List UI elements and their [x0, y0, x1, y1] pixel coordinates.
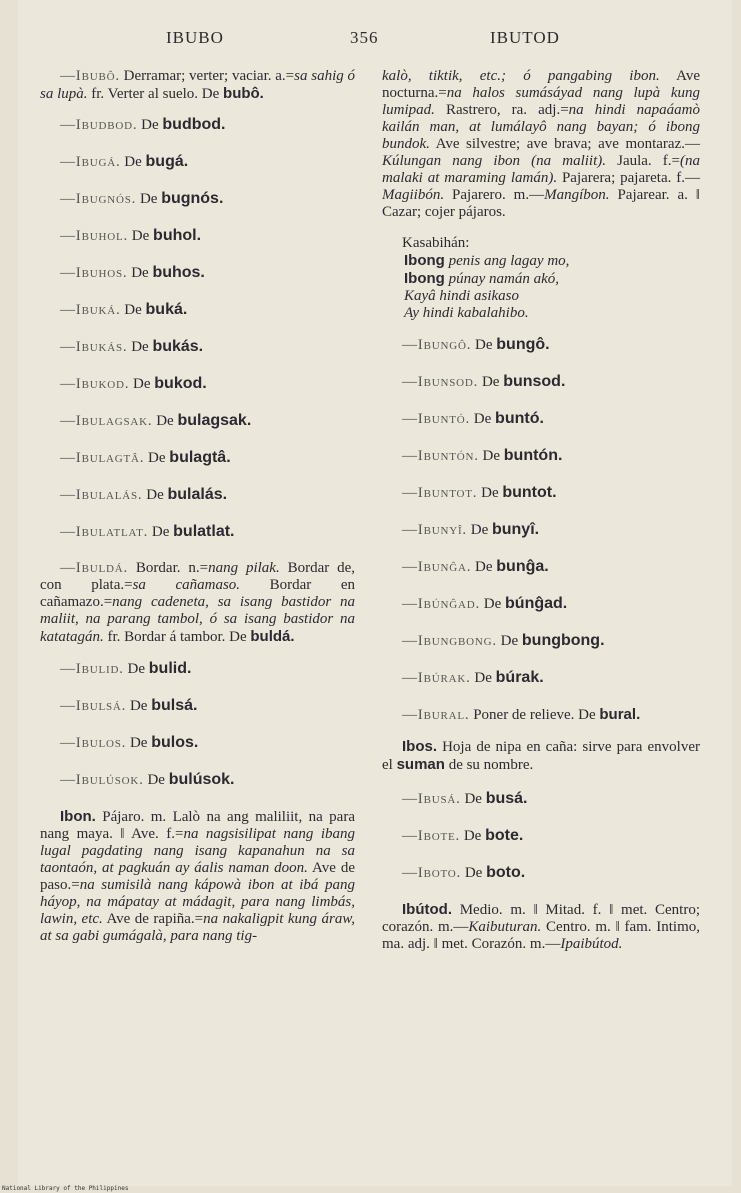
header-left: IBUBO [166, 28, 224, 47]
entry-ibural: —Ibural. Poner de relieve. De bural. [402, 706, 641, 723]
xref-entry: —Ibulalás. De bulalás. [60, 486, 228, 503]
xref-entry: —Ibúnĝad. De búnĝad. [402, 595, 568, 612]
proverb-block [382, 235, 700, 322]
proverb-line: Ibong penis ang lagay mo, [404, 252, 570, 269]
xref-entry: —Ibuntón. De buntón. [402, 447, 563, 464]
xref-entry: —Ibuká. De buká. [60, 301, 188, 318]
entry-ibulda: —Ibuldá. Bordar. n.=nang pilak. Bordar de, con plata.=sa cañamaso. Bordar en cañamazo.=nang cadeneta, sa isang bastidor na maliit, na parang tambol, ó sa isang bastidor na katatagán. fr. Bordar á tambor. De buldá. [40, 560, 356, 645]
xref-entry: —Ibulsá. De bulsá. [60, 697, 198, 714]
xref-entry: —Ibulagsak. De bulagsak. [60, 412, 252, 429]
xref-list-2 [40, 650, 355, 798]
proverb-line: Ay hindi kabalahibo. [404, 305, 529, 321]
xref-entry: —Ibukod. De bukod. [60, 375, 207, 392]
xref-entry: —Ibugnós. De bugnós. [60, 190, 224, 207]
xref-list-1 [40, 106, 355, 550]
xref-entry: —Ibúrak. De búrak. [402, 669, 544, 686]
xref-entry: —Ibuhol. De buhol. [60, 227, 202, 244]
xref-list-3 [382, 326, 700, 696]
left-column [40, 68, 355, 945]
xref-list-4 [382, 780, 700, 891]
entry-ibon-continued: kalò, tiktik, etc.; ó pangabing ibon. Ave nocturna.=na halos sumásáyad nang lupà kung lumipad. Rastrero, ra. adj.=na hindi napaáamò kailán man, at lumálayô nang bayan; ó ibong bundok. Ave silvestre; ave brava; ave montaraz.—Kúlungan nang ibon (na maliit). Jaula. f.=(na malaki at maraming lamán). Pajarera; pajareta. f.—Magiibón. Pajarero. m.—Mangíbon. Pajarear. a. ‖ Cazar; cojer pájaros. [382, 68, 700, 220]
xref-entry: —Ibugá. De bugá. [60, 153, 189, 170]
running-header [0, 24, 741, 52]
entry-ibon: Ibon. Pájaro. m. Lalò na ang maliliit, na para nang maya. ‖ Ave. f.=na nagsisilipat nang ibang lugal pagdating nang isang kapanahun na sa taontaón, at pagkuán ay áalis naman doon. Ave de paso.=na sumisilà nang kápowà ibon at ibá pang háyop, na mápatay at mádagit, para nang limbás, lawin, etc. Ave de rapiña.=na nakaligpit kung áraw, at sa gabi gumágalà, para nang tig- [40, 808, 355, 944]
xref-entry: —Iboto. De boto. [402, 864, 526, 881]
xref-entry: —Ibusá. De busá. [402, 790, 528, 807]
xref-entry: —Ibulatlat. De bulatlat. [60, 523, 235, 540]
xref-entry: —Ibukás. De bukás. [60, 338, 204, 355]
proverb-label: Kasabihán: [402, 235, 470, 251]
xref-entry: —Ibulúsok. De bulúsok. [60, 771, 235, 788]
xref-entry: —Ibulagtâ. De bulagtâ. [60, 449, 231, 466]
xref-entry: —Ibuhos. De buhos. [60, 264, 205, 281]
xref-entry: —Ibunyî. De bunyî. [402, 521, 540, 538]
proverb-line: Ibong púnay namán akó, [404, 270, 559, 287]
xref-entry: —Ibuntot. De buntot. [402, 484, 557, 501]
header-right: IBUTOD [490, 28, 560, 47]
xref-entry: —Ibunsod. De bunsod. [402, 373, 566, 390]
xref-entry: —Ibuntó. De buntó. [402, 410, 544, 427]
xref-entry: —Ibote. De bote. [402, 827, 524, 844]
entry-ibubo: —Ibubô. Derramar; verter; vaciar. a.=sa sahig ó sa lupà. fr. Verter al suelo. De bubô. [40, 68, 355, 102]
footer-credit: National Library of the Philippines [2, 1185, 129, 1192]
xref-entry: —Ibudbod. De budbod. [60, 116, 226, 133]
entry-ibos: Ibos. Hoja de nipa en caña: sirve para envolver el suman de su nombre. [382, 738, 700, 773]
xref-entry: —Ibungô. De bungô. [402, 336, 550, 353]
right-column [382, 68, 700, 953]
xref-entry: —Ibulos. De bulos. [60, 734, 199, 751]
xref-entry: —Ibunĝa. De bunĝa. [402, 558, 549, 575]
xref-entry: —Ibulid. De bulid. [60, 660, 192, 677]
proverb-line: Kayâ hindi asikaso [404, 288, 519, 304]
page-number: 356 [350, 28, 379, 47]
entry-ibutod: Ibútod. Medio. m. ‖ Mitad. f. ‖ met. Centro; corazón. m.—Kaibuturan. Centro. m. ‖ fam. Intimo, ma. adj. ‖ met. Corazón. m.—Ipaibútod. [382, 901, 700, 952]
xref-entry: —Ibungbong. De bungbong. [402, 632, 605, 649]
